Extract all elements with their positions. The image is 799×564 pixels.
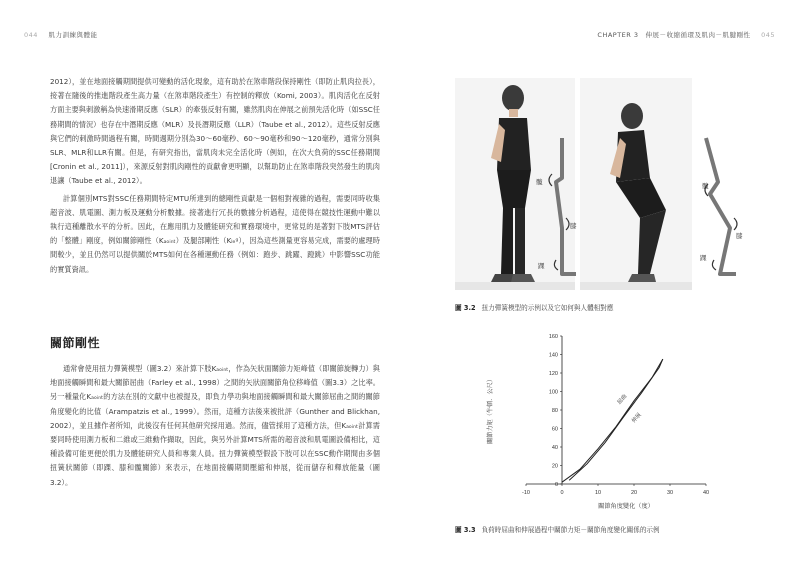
torsion-spring-diagram-standing: [536, 78, 586, 290]
page-header-left: [24, 30, 98, 39]
figure-3-3-caption: [455, 524, 660, 534]
page-number-left: 044: [24, 31, 38, 39]
flexion-curve: [562, 359, 663, 482]
y-tick-label-0: 0: [554, 482, 558, 488]
page-header-right: [597, 30, 775, 39]
y-tick-label-5: 100: [548, 389, 558, 396]
moment-angle-chart: [478, 328, 716, 518]
figure-3-2-caption: [455, 302, 613, 312]
y-tick-label-7: 140: [548, 352, 558, 359]
torsion-spring-diagram-squat: [696, 78, 748, 290]
y-tick-label-4: 80: [551, 408, 558, 414]
x-tick-label-0: -10: [522, 490, 530, 496]
flexion-annotation: 屈曲: [616, 393, 629, 406]
x-tick-label-3: 20: [630, 490, 638, 496]
figure-3-3-label: 圖 3.3: [455, 526, 476, 534]
figure-3-3-text: 負荷時屈曲和伸展過程中關節力矩－關節角度變化關係的示例: [481, 526, 660, 534]
y-tick-label-8: 160: [548, 334, 558, 340]
y-tick-label-3: 60: [551, 426, 558, 433]
y-tick-label-1: 20: [551, 463, 558, 470]
y-tick-label-6: 120: [548, 371, 558, 377]
hip-label-2: 髖: [702, 183, 709, 190]
page-number-right: 045: [761, 31, 775, 39]
ankle-label-2: 踝: [700, 255, 707, 262]
y-tick-label-2: 40: [551, 445, 558, 451]
x-axis-label: 關節角度變化（度）: [598, 503, 654, 510]
hip-label: 髖: [536, 179, 543, 186]
body-text: [50, 75, 380, 277]
x-tick-label-5: 40: [702, 490, 710, 496]
section-paragraph: 通常會使用扭力彈簧模型（圖3.2）來計算下肢Kₐₒᵢₙₜ，作為矢狀面關節力矩峰值（即關節旋轉力）與地面接觸瞬間和最大關節屈曲（Farley et al., 1998）之間的矢狀面關節角位移峰值（圖3.3）之比率。另一種量化Kₐₒᵢₙₜ的方法在別的文獻中也被提及，即負力學功與地面接觸瞬間和最大關節屈曲之間的關節角度變化的比值（Arampatzis et al., 1999）。然而，這種方法後來被批評（Gunther and Blickhan, 2002），並且據作者所知，此後沒有任何其他研究採用過。然而，儘管採用了這種方法，但Kₐₒᵢₙₜ計算需要同時使用測力板和二維或三維動作擷取，因此，與另外計算MTS所需的超音波和肌電圖設備相比，這種設備可能更便於肌力及體能研究人員和專業人員。扭力彈簧模型假設下肢可以在SSC動作期間由多個扭簧狀關節（即踝、膝和髖關節）來表示，在地面接觸期間壓縮和伸展，從而儲存和釋放能量（圖3.2）。: [50, 364, 380, 487]
paragraph-1: 2012），並在地面接觸期間提供可變動的活化現象，這有助於在煞車階段保持剛性（即防止肌肉拉長），接著在隨後的推進階段產生高力量（在煞車階段產生）有控制的釋放（Komi, 2003）。肌肉活化在反射方面主要與刺激稱為快速滑期反應（SLR）的牽張反射有關，雖然肌肉在伸展之前預先活化時（如SSC任務期間的情況）也存在中潛期反應（MLR）及長潛期反應（LLR）（Taube et al., 2012）。這些反射反應與它們的刺激時間過程有關，時間週期分別為30～60毫秒、60～90毫秒和90～120毫秒，通常分別與SLR、MLR和LLR有關。但是，有研究指出，當肌肉未完全活化時（例如，在次大負荷的SSC任務期間[Cronin et al., 2011]），來源反射對肌肉剛性的貢獻會更明顯，以幫助防止在煞車階段突然發生的肌肉退讓（Taube et al., 2012）。: [50, 77, 380, 186]
extension-curve: [569, 359, 663, 480]
paragraph-2: 計算個別MTS對SSC任務期間特定MTU所達到的總剛性貢獻是一個相對複雜的過程，需要同時收集超音波、肌電圖、測力板及運動分析數據。接著進行冗長的數據分析過程，這使得在競技性運動中難以執行這種離散水平的分析。因此，在應用肌力及體能研究和實務環境中，更常見的是著對下肢MTS評估的「整體」剛度，例如關節剛性（Kₐₒᵢₙₜ）及腿部剛性（Kₗₑᵍ），因為這些測量更容易完成，需要的處理時間較少，並且仍然可以提供關於MTS如何在各種運動任務（例如：跑步、跳躍、蹬跳）中影響SSC功能的實質資訊。: [50, 193, 380, 274]
y-axis-label: 關節力矩（牛頓．公尺）: [487, 375, 494, 445]
chapter-title: CHAPTER 3 伸展－收縮循環及肌肉－肌腱剛性: [597, 31, 751, 39]
ankle-label: 踝: [538, 263, 545, 270]
figure-3-2-text: 扭力彈簧模型的示例以及它如何與人體相對應: [481, 304, 614, 312]
section-heading: 關節剛性: [50, 336, 101, 350]
x-tick-label-4: 30: [666, 490, 674, 496]
extension-annotation: 伸展: [631, 412, 643, 425]
book-title: 肌力訓練與體能: [48, 31, 98, 39]
figure-3-2-label: 圖 3.2: [455, 304, 476, 312]
x-tick-label-2: 10: [594, 490, 602, 496]
x-tick-label-1: 0: [560, 490, 564, 496]
knee-label-2: 膝: [736, 233, 743, 240]
knee-label: 膝: [570, 223, 577, 230]
athlete-squat-photo: [580, 78, 692, 290]
